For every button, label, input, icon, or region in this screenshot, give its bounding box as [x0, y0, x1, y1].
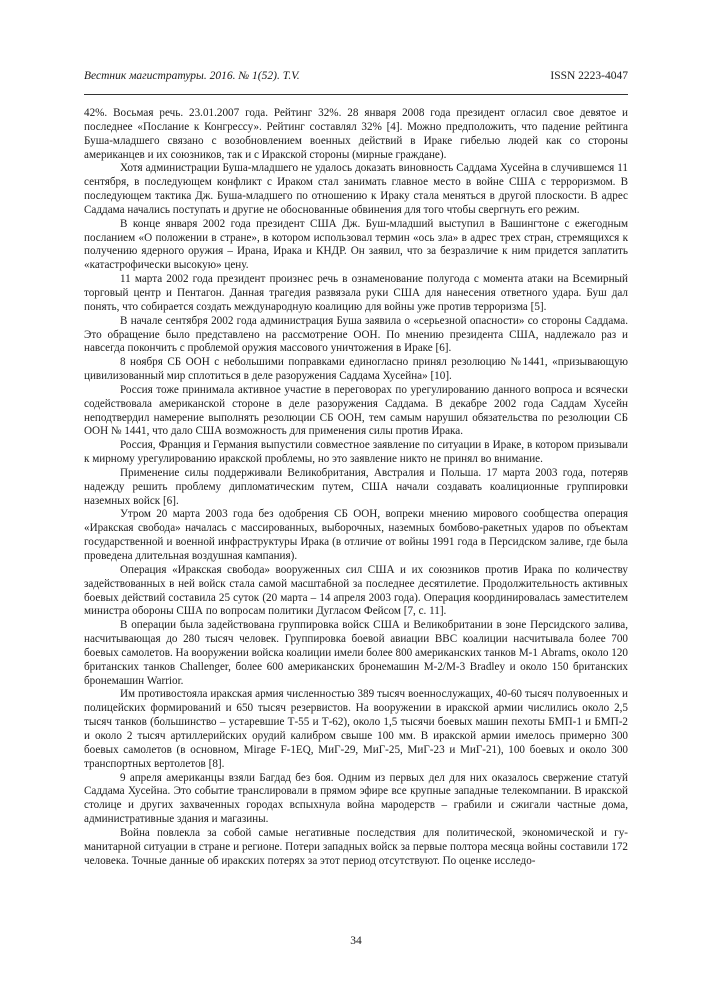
paragraph-6: 8 ноября СБ ООН с небольшими поправками единогласно принял резолюцию №1441, «призывающую цивилизованный мир сплотиться в деле разоружения Саддама Хусейна» [10].	[84, 356, 628, 383]
issn-label: ISSN 2223-4047	[550, 70, 628, 82]
paragraph-8: Россия, Франция и Германия выпустили совместное заявление по ситуации в Ираке, в котором призывали к мирному урегулированию иракской проблемы, но это заявление никто не принял во внимание.	[84, 439, 628, 466]
paragraph-15: Война повлекла за собой самые негативные последствия для политической, экономической и гуманитарной ситуации в стране и регионе. Потери западных войск за первые полтора месяца войны составили 172 человека. Точные данные об иракских потерях за этот период отсутствуют. По оценке исследо-	[84, 826, 628, 867]
paragraph-12: В операции была задействована группировка войск США и Великобритании в зоне Персидского залива, насчитывающая до 280 тысяч человек. Группировка боевой авиации ВВС коалиции насчитывала более 700 боевых самолетов. На вооружении войска коалиции имели более 800 американских танков М-1 Abrams, около 120 британских танков Challenger, более 600 американских бронемашин М-2/М-3 Bradley и около 150 британских бронемашин Warrior.	[84, 619, 628, 687]
paragraph-11: Операция «Иракская свобода» вооруженных сил США и их союзников против Ирака по количеству задействованных в ней войск стала самой масштабной за последнее десятилетие. Продолжительность активных боевых действий составила 25 суток (20 марта – 14 апреля 2003 года). Операция координировалась заместителем министра обороны США по вопросам политики Дугласом Фейсом [7, с. 11].	[84, 563, 628, 618]
running-header	[84, 70, 628, 88]
paragraph-3: В конце января 2002 года президент США Дж. Буш-младший выступил в Вашингтоне с ежегодным посланием «О положении в стране», в котором использовал термин «ось зла» в адрес трех стран, стремящихся к получению ядерного оружия – Ирана, Ирака и КНДР. Он заявил, что за безразличие к ним придется заплатить «катастрофически высокую» цену.	[84, 217, 628, 272]
page-number: 34	[350, 935, 362, 947]
paragraph-2: Хотя администрации Буша-младшего не удалось доказать виновность Саддама Хусейна в случившемся 11 сентября, в последующем конфликт с Ираком стал занимать главное место в войне США с терроризмом. В последующем тактика Дж. Буша-младшего по отношению к Ираку стала меняться в другой плоскости. В адрес Саддама начались поступать и другие не обоснованные обвинения для того чтобы свергнуть его режим.	[84, 162, 628, 216]
article-body	[84, 107, 628, 868]
paragraph-13: Им противостояла иракская армия численностью 389 тысяч военнослужащих, 40-60 тысяч полувоенных и полицейских формирований и 650 тысяч резервистов. На вооружении в иракской армии числились около 2,5 тысяч танков (большинство – устаревшие Т-55 и Т-62), около 1,5 тысячи боевых машин пехоты БМП-1 и БМП-2 и около 2 тысяч артиллерийских орудий калибром свыше 100 мм. В иракской армии имелось примерно 300 боевых самолетов (в основном, Mirage F-1EQ, МиГ-29, МиГ-25, МиГ-23 и МиГ-21), 100 боевых и около 300 транспортных вертолетов [8].	[84, 688, 628, 770]
paragraph-1: 42%. Восьмая речь. 23.01.2007 года. Рейтинг 32%. 28 января 2008 года президент огласил свое девятое и последнее «Послание к Конгрессу». Рейтинг составлял 32% [4]. Можно предположить, что падение рейтинга Буша-младшего связано с возобновлением военных действий в Ираке гибелью людей как со стороны американцев и их союзников, так и с Иракской стороны (мирные граждане).	[84, 107, 628, 161]
header-rule	[84, 94, 628, 95]
paragraph-7: Россия тоже принимала активное участие в переговорах по урегулированию данного вопроса и всячески содействовала американской стороне в деле разоружения Саддама. В декабре 2002 года Саддам Хусейн неподтвердил намерение выполнять резолюции СБ ООН, тем самым нарушил обязательства по резолюции СБ ООН № 1441, что дало США возможность для применения силы против Ирака.	[84, 383, 628, 438]
paragraph-4: 11 марта 2002 года президент произнес речь в ознаменование полугода с момента атаки на Всемирный торговый центр и Пентагон. Данная трагедия развязала руки США для нанесения ответного удара. Буш дал понять, что собирается создать международную коалицию для войны уже против терроризма [5].	[84, 273, 628, 313]
journal-citation: Вестник магистратуры. 2016. № 1(52). Т.V.	[84, 70, 300, 82]
paragraph-14: 9 апреля американцы взяли Багдад без боя. Одним из первых дел для них оказалось свержение статуй Саддама Хусейна. Это событие транслировали в прямом эфире все крупные западные телекомпании. В иракской столице и других захваченных городах вспыхнула война мародерств – грабили и сжигали частные дома, административные здания и магазины.	[84, 771, 628, 826]
paragraph-9: Применение силы поддерживали Великобритания, Австралия и Польша. 17 марта 2003 года, потеряв надежду решить проблему дипломатическим путем, США начали создавать коалиционные группировки наземных войск [6].	[84, 466, 628, 507]
paragraph-5: В начале сентября 2002 года администрация Буша заявила о «серьезной опасности» со стороны Саддама. Это обращение было представлено на рассмотрение ООН. По мнению президента США, надлежало раз и навсегда покончить с проблемой оружия массового уничтожения в Ираке [6].	[84, 314, 628, 355]
document-page	[84, 0, 628, 1003]
paragraph-10: Утром 20 марта 2003 года без одобрения СБ ООН, вопреки мнению мирового сообщества операция «Иракская свобода» началась с массированных, выборочных, наземных бомбово-ракетных ударов по объектам государственной и военной инфраструктуры Ирака (в отличие от войны 1991 года в Персидском заливе, где была проведена длительная воздушная кампания).	[84, 508, 628, 562]
